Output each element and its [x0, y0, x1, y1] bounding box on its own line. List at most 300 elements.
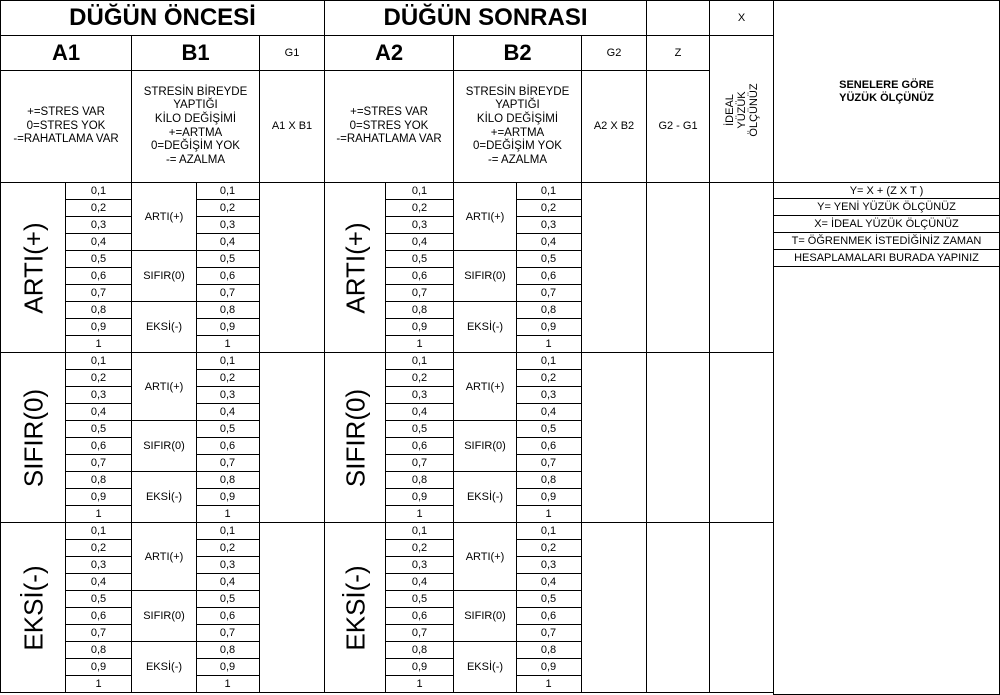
- value-cell: [195, 420, 260, 438]
- scale-value: 0,4: [219, 576, 236, 588]
- scale-value: 0,6: [90, 610, 107, 622]
- formula-note: HESAPLAMALARI BURADA YAPINIZ: [773, 250, 1000, 267]
- value-cell: [65, 573, 132, 591]
- z-label: Z: [674, 46, 682, 59]
- value-cell: [65, 675, 132, 693]
- value-cell: [65, 658, 132, 676]
- value-cell: [385, 471, 454, 489]
- z-header: [646, 35, 710, 71]
- scale-value: 0,9: [411, 491, 428, 503]
- a1-description: [0, 70, 132, 183]
- scale-value: 0,6: [90, 270, 107, 282]
- value-cell: [385, 182, 454, 200]
- a1-description-text: +=STRES VAR 0=STRES YOK -=RAHATLAMA VAR: [13, 106, 119, 146]
- value-cell: [65, 369, 132, 387]
- scale-value: 0,6: [411, 440, 428, 452]
- z-formula-cell: [646, 70, 710, 183]
- scale-value: 0,5: [90, 593, 107, 605]
- value-cell: [385, 284, 454, 302]
- group-label: EKSİ(-): [340, 565, 371, 651]
- value-cell: [385, 437, 454, 455]
- after-g-column-cell: [581, 352, 647, 523]
- scale-value: 0,6: [219, 610, 236, 622]
- value-cell: [385, 624, 454, 642]
- value-cell: [195, 454, 260, 472]
- value-cell: [515, 437, 582, 455]
- value-cell: [65, 284, 132, 302]
- scale-value: 0,2: [540, 372, 557, 384]
- a1-label: A1: [51, 40, 81, 66]
- scale-value: 0,5: [411, 593, 428, 605]
- value-cell: [515, 267, 582, 285]
- subgroup-cell: [131, 250, 197, 302]
- value-cell: [195, 505, 260, 523]
- scale-value: 0,3: [90, 559, 107, 571]
- subgroup-cell: [453, 182, 517, 251]
- value-cell: [65, 607, 132, 625]
- scale-value: 1: [545, 678, 552, 690]
- scale-value: 0,2: [540, 202, 557, 214]
- subgroup-label: EKSİ(-): [466, 661, 504, 673]
- value-cell: [65, 352, 132, 370]
- scale-value: 0,1: [90, 185, 107, 197]
- scale-value: 0,5: [540, 253, 557, 265]
- scale-value: 0,4: [540, 236, 557, 248]
- subgroup-label: EKSİ(-): [466, 321, 504, 333]
- value-cell: [195, 539, 260, 557]
- scale-value: 0,2: [540, 542, 557, 554]
- z-column-cell: [646, 182, 710, 353]
- subgroup-cell: [453, 420, 517, 472]
- value-cell: [195, 267, 260, 285]
- value-cell: [515, 471, 582, 489]
- value-cell: [385, 403, 454, 421]
- value-cell: [385, 233, 454, 251]
- after-group-2: [324, 522, 387, 693]
- z-formula: G2 - G1: [658, 120, 698, 133]
- value-cell: [65, 624, 132, 642]
- scale-value: 0,8: [540, 304, 557, 316]
- scale-value: 0,8: [90, 474, 107, 486]
- scale-value: 0,3: [219, 219, 236, 231]
- value-cell: [515, 250, 582, 268]
- scale-value: 0,3: [90, 219, 107, 231]
- value-cell: [385, 590, 454, 608]
- scale-value: 0,9: [540, 491, 557, 503]
- g1-header: [259, 35, 325, 71]
- scale-value: 0,7: [540, 627, 557, 639]
- scale-value: 0,7: [219, 457, 236, 469]
- scale-value: 0,9: [90, 321, 107, 333]
- value-cell: [65, 522, 132, 540]
- scale-value: 0,3: [540, 219, 557, 231]
- group-label: ARTI(+): [340, 222, 371, 314]
- scale-value: 0,7: [90, 627, 107, 639]
- subgroup-cell: [453, 250, 517, 302]
- value-cell: [515, 420, 582, 438]
- before-group-2: [0, 522, 67, 693]
- group-label: SIFIR(0): [340, 388, 371, 488]
- scale-value: 0,5: [219, 423, 236, 435]
- scale-value: 0,1: [219, 355, 236, 367]
- scale-value: 0,8: [219, 474, 236, 486]
- value-cell: [65, 454, 132, 472]
- scale-value: 0,1: [90, 355, 107, 367]
- scale-value: 0,8: [540, 644, 557, 656]
- value-cell: [65, 182, 132, 200]
- subgroup-cell: [131, 352, 197, 421]
- scale-value: 1: [545, 508, 552, 520]
- scale-value: 0,7: [411, 627, 428, 639]
- g2-formula-cell: [581, 70, 647, 183]
- value-cell: [385, 216, 454, 234]
- scale-value: 1: [416, 338, 423, 350]
- value-cell: [195, 335, 260, 353]
- a2-description-text: +=STRES VAR 0=STRES YOK -=RAHATLAMA VAR: [336, 106, 442, 146]
- value-cell: [65, 318, 132, 336]
- scale-value: 0,9: [90, 491, 107, 503]
- value-cell: [195, 284, 260, 302]
- a1-header: [0, 35, 132, 71]
- value-cell: [385, 522, 454, 540]
- scale-value: 1: [224, 338, 231, 350]
- value-cell: [385, 505, 454, 523]
- scale-value: 0,3: [219, 389, 236, 401]
- scale-value: 0,4: [219, 236, 236, 248]
- value-cell: [195, 471, 260, 489]
- after-wedding-header: [324, 0, 647, 36]
- subgroup-label: ARTI(+): [144, 210, 184, 223]
- value-cell: [195, 199, 260, 217]
- scale-value: 1: [224, 508, 231, 520]
- value-cell: [195, 573, 260, 591]
- value-cell: [195, 641, 260, 659]
- value-cell: [515, 522, 582, 540]
- value-cell: [65, 386, 132, 404]
- scale-value: 0,8: [411, 474, 428, 486]
- before-wedding-header: [0, 0, 325, 36]
- scale-value: 0,9: [219, 491, 236, 503]
- subgroup-label: SIFIR(0): [464, 440, 506, 452]
- scale-value: 0,2: [219, 202, 236, 214]
- scale-value: 1: [95, 678, 102, 690]
- value-cell: [195, 233, 260, 251]
- scale-value: 0,3: [90, 389, 107, 401]
- subgroup-label: SIFIR(0): [143, 440, 185, 452]
- value-cell: [515, 216, 582, 234]
- value-cell: [515, 233, 582, 251]
- value-cell: [515, 488, 582, 506]
- b1-description: [131, 70, 260, 183]
- scale-value: 0,1: [411, 185, 428, 197]
- scale-value: 0,6: [219, 440, 236, 452]
- x-header-label: X: [737, 11, 746, 24]
- scale-value: 0,4: [411, 236, 428, 248]
- value-cell: [515, 641, 582, 659]
- scale-value: 0,5: [540, 593, 557, 605]
- value-cell: [195, 369, 260, 387]
- scale-value: 0,1: [540, 355, 557, 367]
- g2-header: [581, 35, 647, 71]
- scale-value: 0,4: [90, 576, 107, 588]
- subgroup-label: ARTI(+): [144, 380, 184, 393]
- scale-value: 0,7: [411, 287, 428, 299]
- scale-value: 0,8: [540, 474, 557, 486]
- value-cell: [385, 488, 454, 506]
- scale-value: 0,7: [411, 457, 428, 469]
- value-cell: [515, 369, 582, 387]
- value-cell: [385, 420, 454, 438]
- scale-value: 0,3: [540, 389, 557, 401]
- scale-value: 0,5: [219, 253, 236, 265]
- after-group-1: [324, 352, 387, 523]
- value-cell: [385, 607, 454, 625]
- b2-description-text: STRESİN BİREYDE YAPTIĞI KİLO DEĞİŞİMİ +=ARTMA 0=DEĞİŞİM YOK -= AZALMA: [465, 85, 570, 166]
- scale-value: 0,5: [411, 423, 428, 435]
- value-cell: [195, 624, 260, 642]
- scale-value: 0,9: [540, 321, 557, 333]
- value-cell: [515, 301, 582, 319]
- value-cell: [385, 675, 454, 693]
- x-column-cell: [709, 182, 774, 353]
- value-cell: [195, 675, 260, 693]
- value-cell: [65, 420, 132, 438]
- subgroup-cell: [453, 352, 517, 421]
- a2-header: [324, 35, 454, 71]
- group-label: EKSİ(-): [18, 565, 49, 651]
- value-cell: [195, 250, 260, 268]
- formula-note: Y= X + (Z X T ): [773, 182, 1000, 199]
- scale-value: 0,2: [90, 372, 107, 384]
- value-cell: [195, 658, 260, 676]
- value-cell: [65, 199, 132, 217]
- value-cell: [515, 454, 582, 472]
- value-cell: [515, 505, 582, 523]
- value-cell: [385, 250, 454, 268]
- scale-value: 0,6: [540, 610, 557, 622]
- scale-value: 0,1: [411, 355, 428, 367]
- subgroup-cell: [131, 471, 197, 523]
- scale-value: 0,4: [540, 576, 557, 588]
- b1-description-text: STRESİN BİREYDE YAPTIĞI KİLO DEĞİŞİMİ +=ARTMA 0=DEĞİŞİM YOK -= AZALMA: [143, 85, 248, 166]
- scale-value: 0,7: [540, 457, 557, 469]
- formula-note: T= ÖĞRENMEK İSTEDİĞİNİZ ZAMAN: [773, 233, 1000, 250]
- scale-value: 0,6: [540, 270, 557, 282]
- scale-value: 0,1: [219, 185, 236, 197]
- value-cell: [385, 573, 454, 591]
- scale-value: 0,8: [411, 644, 428, 656]
- x-header: [709, 0, 774, 36]
- b1-label: B1: [181, 40, 210, 66]
- a2-description: [324, 70, 454, 183]
- before-group-0: [0, 182, 67, 353]
- value-cell: [515, 318, 582, 336]
- scale-value: 0,3: [411, 559, 428, 571]
- value-cell: [195, 590, 260, 608]
- value-cell: [195, 488, 260, 506]
- scale-value: 0,2: [411, 542, 428, 554]
- scale-value: 0,4: [411, 576, 428, 588]
- scale-value: 0,3: [411, 219, 428, 231]
- scale-value: 1: [416, 508, 423, 520]
- value-cell: [65, 471, 132, 489]
- subgroup-cell: [453, 590, 517, 642]
- value-cell: [195, 607, 260, 625]
- subgroup-cell: [453, 641, 517, 693]
- value-cell: [65, 403, 132, 421]
- value-cell: [65, 233, 132, 251]
- value-cell: [515, 658, 582, 676]
- value-cell: [515, 403, 582, 421]
- subgroup-cell: [131, 182, 197, 251]
- scale-value: 0,5: [90, 423, 107, 435]
- value-cell: [195, 182, 260, 200]
- group-label: ARTI(+): [18, 222, 49, 314]
- g1-label: G1: [284, 46, 300, 59]
- g1-formula-cell: [259, 70, 325, 183]
- subgroup-label: ARTI(+): [465, 550, 505, 563]
- value-cell: [65, 335, 132, 353]
- subgroup-label: EKSİ(-): [466, 491, 504, 503]
- scale-value: 0,7: [90, 457, 107, 469]
- scale-value: 0,6: [90, 440, 107, 452]
- subgroup-cell: [453, 301, 517, 353]
- subgroup-cell: [453, 471, 517, 523]
- x-column-cell: [709, 352, 774, 523]
- after-g-column-cell: [581, 182, 647, 353]
- scale-value: 0,5: [90, 253, 107, 265]
- x-column-cell: [709, 522, 774, 693]
- value-cell: [65, 539, 132, 557]
- scale-value: 0,4: [90, 406, 107, 418]
- formula-note: X= İDEAL YÜZÜK ÖLÇÜNÜZ: [773, 216, 1000, 233]
- scale-value: 1: [545, 338, 552, 350]
- value-cell: [195, 437, 260, 455]
- after-group-0: [324, 182, 387, 353]
- value-cell: [65, 437, 132, 455]
- before-g-column-cell: [259, 182, 325, 353]
- value-cell: [65, 250, 132, 268]
- scale-value: 0,3: [540, 559, 557, 571]
- value-cell: [515, 607, 582, 625]
- scale-value: 0,4: [219, 406, 236, 418]
- scale-value: 0,9: [411, 661, 428, 673]
- scale-value: 0,9: [219, 321, 236, 333]
- before-group-1: [0, 352, 67, 523]
- scale-value: 0,7: [90, 287, 107, 299]
- scale-value: 0,1: [540, 185, 557, 197]
- g2-formula: A2 X B2: [593, 120, 635, 133]
- value-cell: [65, 267, 132, 285]
- before-g-column-cell: [259, 522, 325, 693]
- value-cell: [515, 675, 582, 693]
- value-cell: [385, 658, 454, 676]
- formula-note: Y= YENİ YÜZÜK ÖLÇÜNÜZ: [773, 199, 1000, 216]
- value-cell: [515, 199, 582, 217]
- subgroup-label: ARTI(+): [144, 550, 184, 563]
- subgroup-cell: [453, 522, 517, 591]
- scale-value: 0,8: [219, 304, 236, 316]
- value-cell: [195, 386, 260, 404]
- value-cell: [65, 590, 132, 608]
- scale-value: 0,9: [90, 661, 107, 673]
- subgroup-label: SIFIR(0): [143, 610, 185, 622]
- subgroup-label: SIFIR(0): [464, 270, 506, 282]
- b2-description: [453, 70, 582, 183]
- subgroup-label: EKSİ(-): [145, 491, 183, 503]
- value-cell: [385, 199, 454, 217]
- scale-value: 0,2: [219, 372, 236, 384]
- scale-value: 0,2: [411, 372, 428, 384]
- value-cell: [385, 267, 454, 285]
- scale-value: 0,6: [411, 610, 428, 622]
- scale-value: 1: [224, 678, 231, 690]
- value-cell: [385, 369, 454, 387]
- value-cell: [515, 352, 582, 370]
- value-cell: [385, 301, 454, 319]
- scale-value: 0,1: [219, 525, 236, 537]
- scale-value: 0,4: [90, 236, 107, 248]
- value-cell: [195, 403, 260, 421]
- group-label: SIFIR(0): [18, 388, 49, 488]
- value-cell: [515, 284, 582, 302]
- b2-label: B2: [503, 40, 532, 66]
- scale-value: 0,9: [411, 321, 428, 333]
- z-column-cell: [646, 352, 710, 523]
- value-cell: [385, 386, 454, 404]
- value-cell: [65, 641, 132, 659]
- scale-value: 0,4: [411, 406, 428, 418]
- before-g-column-cell: [259, 352, 325, 523]
- scale-value: 1: [95, 338, 102, 350]
- subgroup-cell: [131, 522, 197, 591]
- value-cell: [515, 590, 582, 608]
- scale-value: 0,3: [411, 389, 428, 401]
- value-cell: [385, 641, 454, 659]
- z-column-cell: [646, 522, 710, 693]
- scale-value: 0,5: [540, 423, 557, 435]
- scale-value: 0,8: [411, 304, 428, 316]
- scale-value: 0,3: [219, 559, 236, 571]
- scale-value: 0,7: [540, 287, 557, 299]
- value-cell: [195, 522, 260, 540]
- value-cell: [195, 318, 260, 336]
- value-cell: [385, 335, 454, 353]
- after-wedding-title: DÜĞÜN SONRASI: [383, 4, 588, 32]
- subgroup-label: ARTI(+): [465, 210, 505, 223]
- after-g-column-cell: [581, 522, 647, 693]
- scale-value: 0,1: [411, 525, 428, 537]
- value-cell: [515, 386, 582, 404]
- a2-label: A2: [374, 40, 404, 66]
- subgroup-cell: [131, 420, 197, 472]
- ideal-ring-label: İDEAL YÜZÜK ÖLÇÜNÜZ: [723, 83, 761, 137]
- scale-value: 0,1: [90, 525, 107, 537]
- value-cell: [515, 624, 582, 642]
- scale-value: 0,7: [219, 627, 236, 639]
- scale-value: 0,2: [411, 202, 428, 214]
- subgroup-label: EKSİ(-): [145, 321, 183, 333]
- value-cell: [65, 556, 132, 574]
- before-wedding-title: DÜĞÜN ÖNCESİ: [69, 4, 256, 32]
- scale-value: 0,6: [540, 440, 557, 452]
- scale-value: 0,6: [411, 270, 428, 282]
- scale-value: 0,2: [219, 542, 236, 554]
- g2-label: G2: [606, 46, 622, 59]
- subgroup-label: SIFIR(0): [464, 610, 506, 622]
- scale-value: 0,4: [540, 406, 557, 418]
- scale-value: 0,2: [90, 202, 107, 214]
